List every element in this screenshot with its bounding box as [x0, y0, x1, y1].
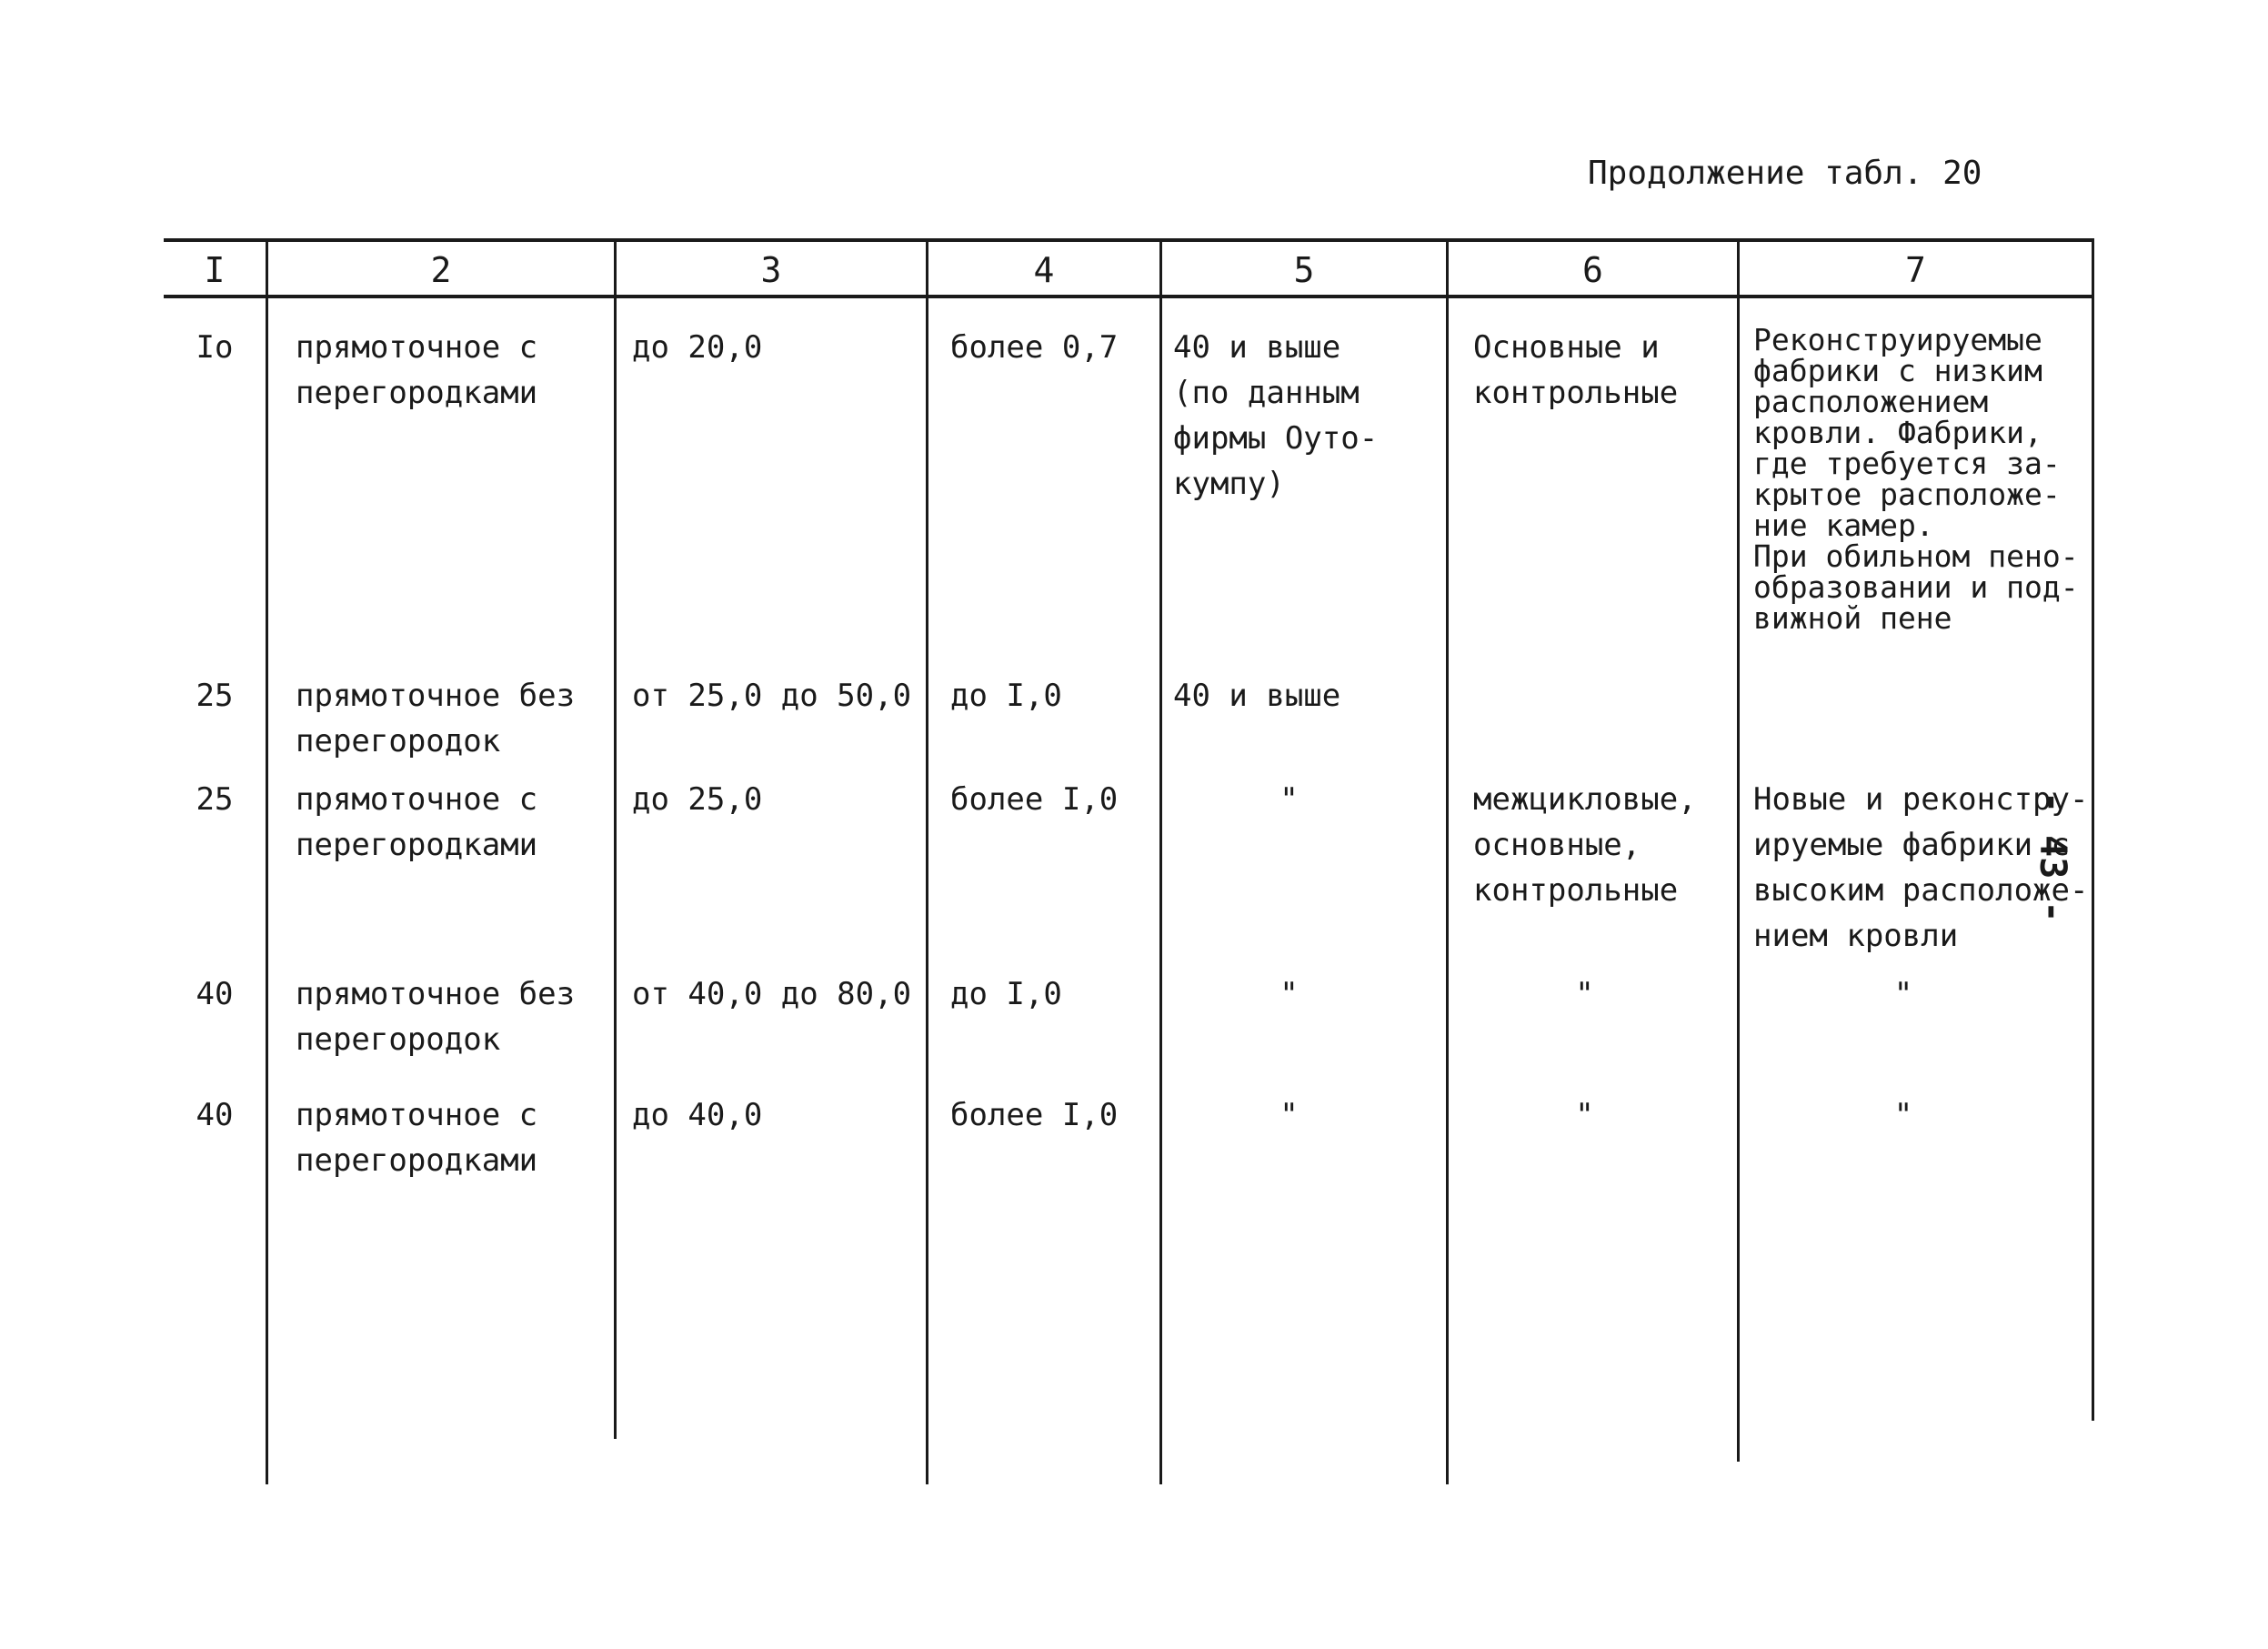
cell-line: более I,0 [950, 1097, 1119, 1133]
table-cell-r4-c2 [296, 971, 609, 1062]
cell-line: 40 и выше [1173, 329, 1341, 366]
table-cell-r1-c2 [296, 325, 609, 416]
cell-line: перегородками [296, 827, 538, 863]
cell-line: 25 [196, 678, 234, 714]
table-cell-r1-c3 [632, 325, 923, 370]
header-col-1: I [204, 250, 226, 290]
cell-line: (по данным [1173, 375, 1360, 411]
table-caption: Продолжение табл. 20 [1588, 155, 1982, 192]
col-divider-6 [1737, 238, 1740, 1462]
cell-line: нием кровли [1753, 918, 1959, 954]
cell-line: фирмы Оуто- [1173, 420, 1379, 457]
table-cell-r2-c3 [632, 673, 923, 719]
table-cell-r4-c3 [632, 971, 923, 1017]
cell-line: При обильном пено- [1753, 538, 2079, 574]
cell-line: крытое расположе- [1753, 477, 2061, 512]
table-cell-r5-c3 [632, 1092, 923, 1138]
cell-line: " [1280, 1097, 1299, 1133]
cell-line: основные, [1473, 827, 1641, 863]
header-col-7: 7 [1905, 250, 1926, 290]
header-top-rule [164, 238, 2093, 242]
cell-line: перегородками [296, 1142, 538, 1179]
cell-line: " [1280, 781, 1299, 818]
cell-line: прямоточное без [296, 678, 576, 714]
col-divider-3 [926, 238, 928, 1484]
table-cell-r3-c1 [164, 777, 266, 822]
cell-line: " [1575, 976, 1594, 1012]
table-cell-r3-c5 [1155, 777, 1423, 822]
cell-line: Основные и [1473, 329, 1660, 366]
table-cell-r5-c5 [1155, 1092, 1423, 1138]
table-cell-r3-c6 [1473, 777, 1732, 913]
table-cell-r4-c1 [164, 971, 266, 1017]
cell-line: межцикловые, [1473, 781, 1697, 818]
cell-line: более I,0 [950, 781, 1119, 818]
cell-line: Реконструируемые [1753, 322, 2042, 357]
table-cell-r1-c7 [1753, 322, 2090, 636]
table-cell-r2-c4 [950, 673, 1155, 719]
table-cell-r3-c7 [1753, 777, 2090, 959]
header-col-6: 6 [1582, 250, 1603, 290]
data-table [164, 238, 2093, 1484]
cell-line: высоким расположе- [1753, 872, 2089, 909]
cell-line: до 25,0 [632, 781, 763, 818]
cell-line: прямоточное с [296, 781, 538, 818]
table-cell-r4-c6 [1455, 971, 1714, 1017]
cell-line: кровли. Фабрики, [1753, 415, 2042, 450]
table-cell-r2-c1 [164, 673, 266, 719]
cell-line: где требуется за- [1753, 446, 2061, 481]
cell-line: " [1893, 976, 1913, 1012]
cell-line: контрольные [1473, 375, 1679, 411]
cell-line: " [1893, 1097, 1913, 1133]
col-divider-1 [266, 238, 268, 1484]
table-cell-r1-c4 [950, 325, 1155, 370]
table-cell-r5-c2 [296, 1092, 609, 1183]
cell-line: до 40,0 [632, 1097, 763, 1133]
cell-line: образовании и под- [1753, 569, 2079, 605]
cell-line: прямоточное с [296, 329, 538, 366]
col-divider-4 [1159, 238, 1162, 1484]
cell-line: прямоточное без [296, 976, 576, 1012]
cell-line: " [1280, 976, 1299, 1012]
table-cell-r1-c5 [1173, 325, 1441, 507]
table-cell-r3-c2 [296, 777, 609, 868]
cell-line: " [1575, 1097, 1594, 1133]
cell-line: перегородками [296, 375, 538, 411]
cell-line: 40 [196, 976, 234, 1012]
table-right-edge [2092, 238, 2094, 1421]
cell-line: контрольные [1473, 872, 1679, 909]
col-divider-2 [614, 238, 617, 1439]
table-cell-r2-c2 [296, 673, 609, 764]
page-number: - 43 - [2032, 791, 2073, 923]
cell-line: перегородок [296, 723, 501, 759]
cell-line: Io [196, 329, 234, 366]
table-cell-r1-c1 [164, 325, 266, 370]
table-cell-r1-c6 [1473, 325, 1732, 416]
table-cell-r2-c5 [1173, 673, 1441, 719]
cell-line: Новые и реконстру- [1753, 781, 2089, 818]
table-cell-r3-c3 [632, 777, 923, 822]
table-cell-r4-c4 [950, 971, 1155, 1017]
table-cell-r3-c4 [950, 777, 1155, 822]
cell-line: ние камер. [1753, 508, 1934, 543]
cell-line: кумпу) [1173, 466, 1285, 502]
cell-line: ируемые фабрики с [1753, 827, 2070, 863]
cell-line: 40 и выше [1173, 678, 1341, 714]
cell-line: более 0,7 [950, 329, 1119, 366]
col-divider-5 [1446, 238, 1449, 1484]
table-cell-r5-c4 [950, 1092, 1155, 1138]
table-cell-r4-c5 [1155, 971, 1423, 1017]
cell-line: от 25,0 до 50,0 [632, 678, 912, 714]
table-cell-r5-c7 [1735, 1092, 2072, 1138]
cell-line: вижной пене [1753, 600, 1952, 636]
cell-line: до I,0 [950, 678, 1062, 714]
header-col-4: 4 [1033, 250, 1055, 290]
cell-line: 25 [196, 781, 234, 818]
cell-line: 40 [196, 1097, 234, 1133]
table-cell-r4-c7 [1735, 971, 2072, 1017]
header-col-3: 3 [760, 250, 782, 290]
header-col-5: 5 [1293, 250, 1315, 290]
cell-line: перегородок [296, 1021, 501, 1058]
cell-line: расположением [1753, 384, 1989, 419]
header-bottom-rule [164, 295, 2093, 298]
cell-line: от 40,0 до 80,0 [632, 976, 912, 1012]
cell-line: до 20,0 [632, 329, 763, 366]
cell-line: фабрики с низким [1753, 353, 2042, 388]
header-col-2: 2 [430, 250, 452, 290]
table-cell-r5-c6 [1455, 1092, 1714, 1138]
cell-line: прямоточное с [296, 1097, 538, 1133]
cell-line: до I,0 [950, 976, 1062, 1012]
table-cell-r5-c1 [164, 1092, 266, 1138]
